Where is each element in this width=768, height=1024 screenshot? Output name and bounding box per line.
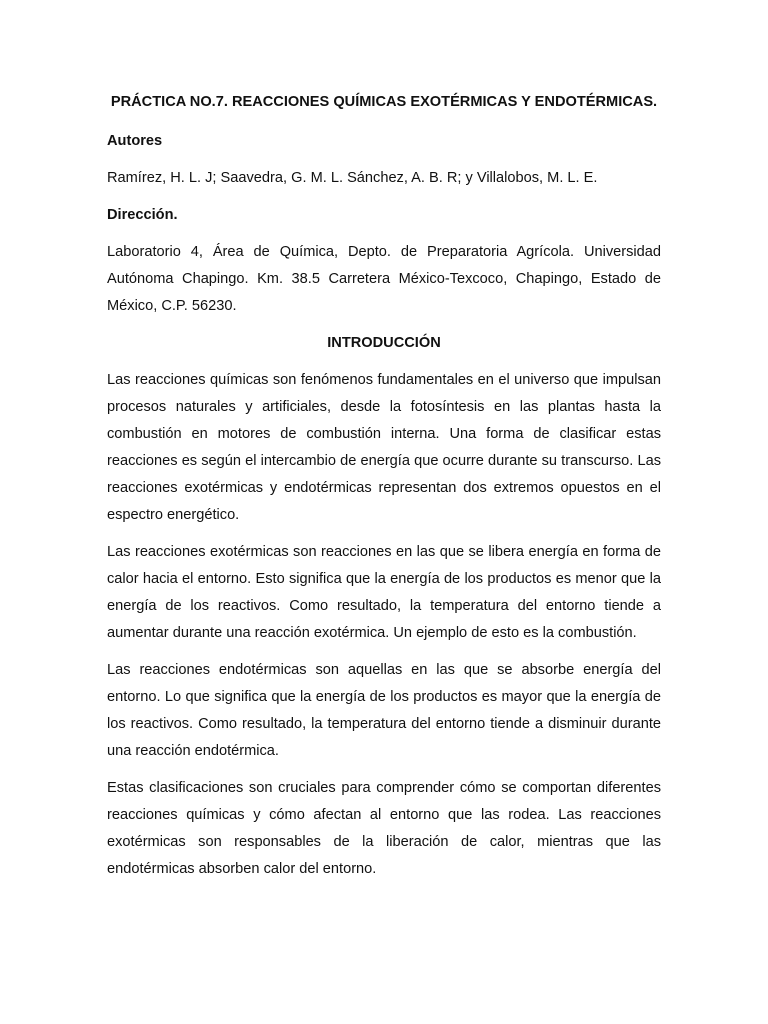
intro-paragraph-1: Las reacciones químicas son fenómenos fundamentales en el universo que impulsan procesos naturales y artificiales, desde la fotosíntesis en las plantas hasta la combustión en motores de combustión interna. Una forma de clasificar estas reacciones es según el intercambio de energía que ocurre durante su transcurso. Las reacciones exotérmicas y endotérmicas representan dos extremos opuestos en el espectro energético. xyxy=(107,372,661,523)
document-title: PRÁCTICA NO.7. REACCIONES QUÍMICAS EXOTÉRMICAS Y ENDOTÉRMICAS. xyxy=(110,94,658,110)
authors-text: Ramírez, H. L. J; Saavedra, G. M. L. Sánchez, A. B. R; y Villalobos, M. L. E. xyxy=(107,170,598,186)
introduction-heading: INTRODUCCIÓN xyxy=(327,335,441,351)
intro-paragraph-4: Estas clasificaciones son cruciales para comprender cómo se comportan diferentes reacciones químicas y cómo afectan al entorno que las rodea. Las reacciones exotérmicas son responsables de la liberación de calor, mientras que las endotérmicas absorben calor del entorno. xyxy=(107,780,661,877)
document-body xyxy=(107,89,661,883)
address-text: Laboratorio 4, Área de Química, Depto. de Preparatoria Agrícola. Universidad Autónoma Chapingo. Km. 38.5 Carretera México-Texcoco, Chapingo, Estado de México, C.P. 56230. xyxy=(107,244,661,314)
authors-heading: Autores xyxy=(107,133,163,149)
address-heading: Dirección. xyxy=(107,207,178,223)
intro-paragraph-2: Las reacciones exotérmicas son reacciones en las que se libera energía en forma de calor hacia el entorno. Esto significa que la energía de los productos es menor que la energía de los reactivos. Como resultado, la temperatura del entorno tiende a aumentar durante una reacción exotérmica. Un ejemplo de esto es la combustión. xyxy=(107,544,661,641)
intro-paragraph-3: Las reacciones endotérmicas son aquellas en las que se absorbe energía del entorno. Lo que significa que la energía de los productos es mayor que la energía de los reactivos. Como resultado, la temperatura del entorno tiende a disminuir durante una reacción endotérmica. xyxy=(107,662,661,759)
